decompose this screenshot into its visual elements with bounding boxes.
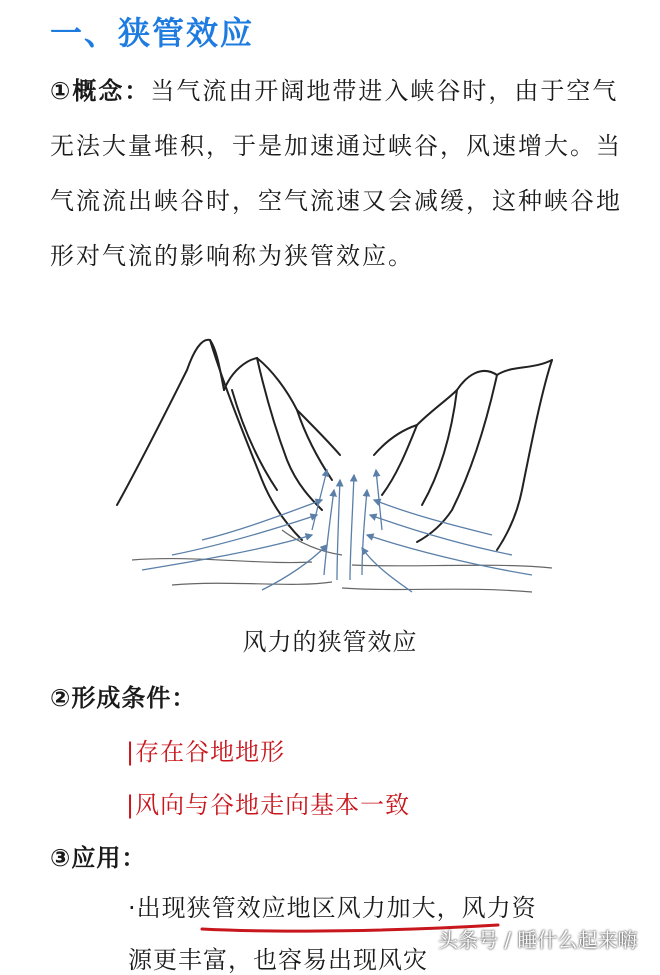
concept-label: ①概念： (50, 77, 151, 105)
condition-item-1: |存在谷地地形 (126, 738, 286, 766)
application-next-line: 源更丰富，也容易出现风灾 (128, 946, 428, 974)
concept-text: 当气流由开阔地带进入峡谷时，由于空气无法大量堆积，于是加速通过峡谷，风速增大。当气流流出峡谷时，空气流速又会减缓，这种峡谷地形对气流的影响称为狭管效应。 (50, 77, 622, 270)
section-title: 一、狭管效应 (50, 14, 255, 52)
watermark: 头条号 / 睡什么起来嗨 (438, 928, 638, 952)
right-mountain (374, 360, 552, 550)
application-heading: ③应用： (50, 844, 147, 872)
figure-caption: 风力的狭管效应 (242, 628, 418, 656)
valley-wind-illustration (112, 330, 562, 610)
concept-paragraph (50, 64, 625, 284)
wind-arrows (142, 470, 532, 592)
conditions-heading: ②形成条件： (50, 684, 197, 712)
application-bullet: ·出现狭管效应地区风力加大，风力资 (128, 894, 537, 922)
condition-item-2: |风向与谷地走向基本一致 (126, 791, 411, 819)
left-mountain (117, 340, 340, 540)
